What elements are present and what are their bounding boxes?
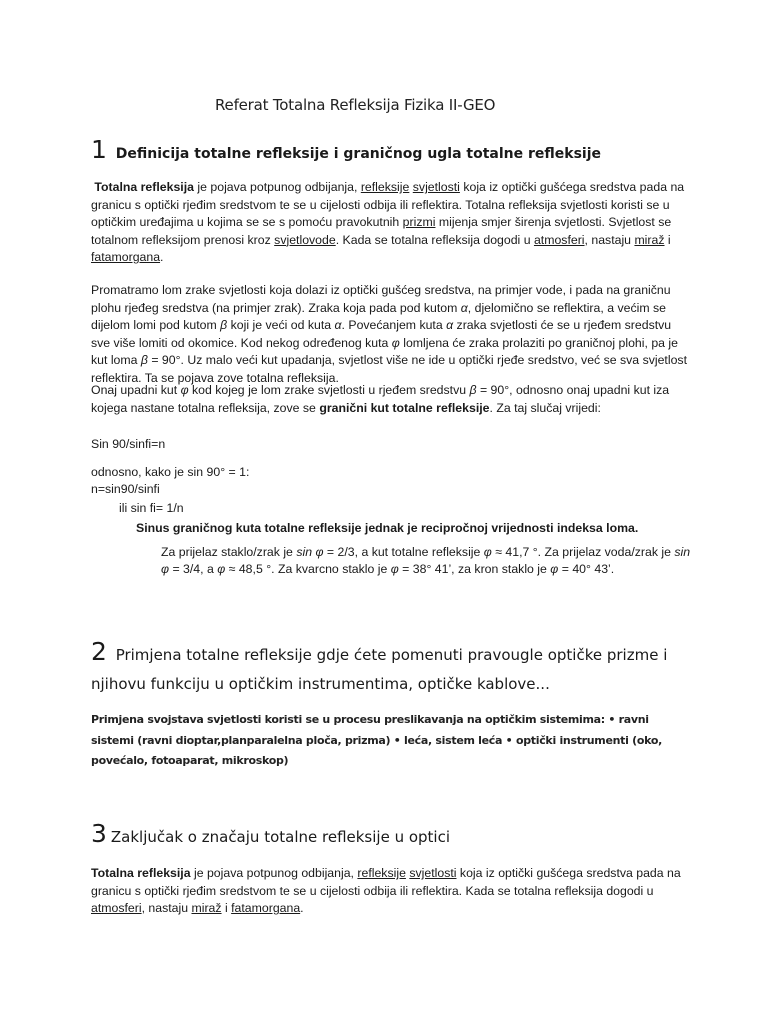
text-run: , djelomično se reflektira, a većim se dijelom lomi pod kutom [91, 300, 666, 332]
section-2-heading [91, 637, 691, 699]
section-3-body [91, 865, 691, 918]
formula-line-3: n=sin90/sinfi [91, 482, 160, 496]
text-run: je pojava potpunog odbijanja, [190, 866, 358, 880]
link-fatamorgana[interactable]: fatamorgana [91, 250, 161, 264]
text-run: i [664, 232, 671, 247]
text-run: Onaj upadni kut [91, 383, 181, 397]
text-run: koji je veći od kuta [227, 318, 335, 332]
text-run: ≈ 41,7 °. Za prijelaz voda/zrak je [491, 545, 675, 559]
section-3-heading [91, 819, 450, 848]
text-run: Za prijelaz staklo/zrak je [161, 545, 297, 559]
link-refleksije[interactable]: refleksije [360, 180, 410, 194]
text-run: = 90°, odnosno onaj upadni kut iza kojega nastane totalna refleksija, zove se [91, 383, 670, 415]
text-run: Promatramo lom zrake svjetlosti koja dolazi iz optički gušćeg sredstva, na primjer vode, i pada na graničnu plohu rjeđeg sredstva (na primjer zrak). Zraka koja pada pod kutom [91, 283, 671, 315]
document-title: Referat Totalna Refleksija Fizika II-GEO [215, 96, 496, 114]
text-run: koja iz optički gušćega sredstva pada na granicu s optički rjeđim sredstvom te se u cijelosti odbija ili reflektira. Kada se totalna refleksija dogodi u [91, 866, 681, 898]
text-run: . Za taj slučaj vrijedi: [489, 400, 601, 415]
symbol-phi: φ [550, 561, 559, 576]
formula-line-2: odnosno, kako je sin 90° = 1: [91, 465, 250, 479]
section-2-number: 2 [91, 637, 107, 666]
text-run: i [221, 901, 232, 915]
section-1-critical-angle-paragraph [91, 382, 691, 417]
formula-line-4: ili sin fi= 1/n [119, 501, 184, 515]
key-statement: Sinus graničnog kuta totalne refleksije jednak je recipročnoj vrijednosti indeksa loma. [136, 521, 639, 535]
link-svjetlovode[interactable]: svjetlovode [274, 232, 336, 247]
section-2-body: Primjena svojstava svjetlosti koristi se u procesu preslikavanja na optičkim sistemima: • ravni sistemi (ravni dioptar,planparalelna ploča, prizma) • leća, sistem leća • optički instrumenti (oko, povećalo, fotoaparat, mikroskop) [91, 713, 662, 767]
text-run: je pojava potpunog odbijanja, [193, 180, 361, 194]
symbol-sin-phi: sin φ [296, 545, 324, 559]
examples-paragraph [161, 544, 691, 577]
text-run: . [160, 250, 164, 264]
text-run: kod kojeg je lom zrake svjetlosti u rjeđem sredstvu [188, 383, 470, 397]
text-run: , nastaju [141, 901, 192, 915]
link-atmosferi[interactable]: atmosferi [533, 232, 585, 247]
symbol-alpha: α [446, 318, 454, 332]
text-run: = 2/3, a kut totalne refleksije [323, 545, 484, 559]
lead-term: Totalna refleksija [91, 866, 191, 880]
link-fatamorgana[interactable]: fatamorgana [231, 901, 301, 915]
symbol-phi: φ [391, 335, 400, 350]
symbol-alpha: α [334, 318, 342, 332]
link-atmosferi[interactable]: atmosferi [91, 901, 142, 915]
section-2-title: Primjena totalne refleksije gdje ćete pomenuti pravougle optičke prizme i njihovu funkciju u optičkim instrumentima, optičke kablove... [91, 646, 668, 693]
text-run: zraka svjetlosti će se u rjeđem sredstvu sve više lomiti od okomice. Kod nekog određenog kuta [91, 318, 672, 350]
section-1-heading [91, 135, 601, 164]
section-1-title: Definicija totalne refleksije i graničnog ugla totalne refleksije [115, 146, 602, 162]
symbol-beta: β [469, 383, 477, 397]
link-svjetlosti[interactable]: svjetlosti [409, 866, 457, 880]
formula-line-1: Sin 90/sinfi=n [91, 437, 166, 451]
text-run: . [300, 901, 304, 915]
text-run: ≈ 48,5 °. Za kvarcno staklo je [225, 561, 391, 576]
symbol-alpha: α [460, 300, 468, 315]
text-run: , nastaju [584, 232, 635, 247]
symbol-phi: φ [217, 561, 226, 576]
text-run: . Kada se totalna refleksija dogodi u [335, 232, 534, 247]
symbol-phi: φ [180, 383, 189, 397]
section-1-explanation-paragraph [91, 282, 691, 387]
text-run: lomljena će zraka prolaziti po graničnoj plohi, pa je kut loma [91, 335, 678, 367]
section-1-number: 1 [91, 135, 107, 164]
link-miraz[interactable]: miraž [191, 901, 222, 915]
text-run: . Povećanjem kuta [341, 318, 447, 332]
text-run: = 3/4, a [169, 561, 218, 576]
link-refleksije[interactable]: refleksije [357, 866, 406, 880]
section-1-intro-paragraph [91, 179, 691, 267]
lead-term: Totalna refleksija [94, 180, 194, 194]
text-run: koja iz optički gušćega sredstva pada na granicu s optički rjeđim sredstvom te se u cijelosti odbija ili reflektira. Totalna refleksija svjetlosti koristi se u optičkim uređajima u kojima se se s pomoću pravokutnih [91, 180, 685, 229]
text-run: = 40° 43’. [558, 561, 615, 576]
section-3-title: Zaključak o značaju totalne refleksije u optici [110, 828, 451, 846]
text-run: = 38° 41’, za kron staklo je [398, 561, 551, 576]
link-prizmi[interactable]: prizmi [402, 215, 436, 229]
text-run: = 90°. Uz malo veći kut upadanja, svjetlost više ne ide u optički rjeđe sredstvo, već se sva svjetlost reflektira. Ta se pojava zove totalna refleksija. [91, 353, 687, 385]
symbol-phi: φ [483, 545, 492, 559]
link-miraz[interactable]: miraž [634, 232, 665, 247]
link-svjetlosti[interactable]: svjetlosti [412, 180, 460, 194]
symbol-beta: β [220, 318, 228, 332]
symbol-phi: φ [390, 561, 399, 576]
symbol-beta: β [140, 353, 148, 367]
symbol-sin-phi: sin φ [161, 545, 691, 576]
section-3-number: 3 [91, 819, 107, 848]
text-run: mijenja smjer širenja svjetlosti. Svjetlost se totalnom refleksijom prenosi kroz [91, 215, 672, 247]
bold-term: granični kut totalne refleksije [319, 400, 490, 415]
